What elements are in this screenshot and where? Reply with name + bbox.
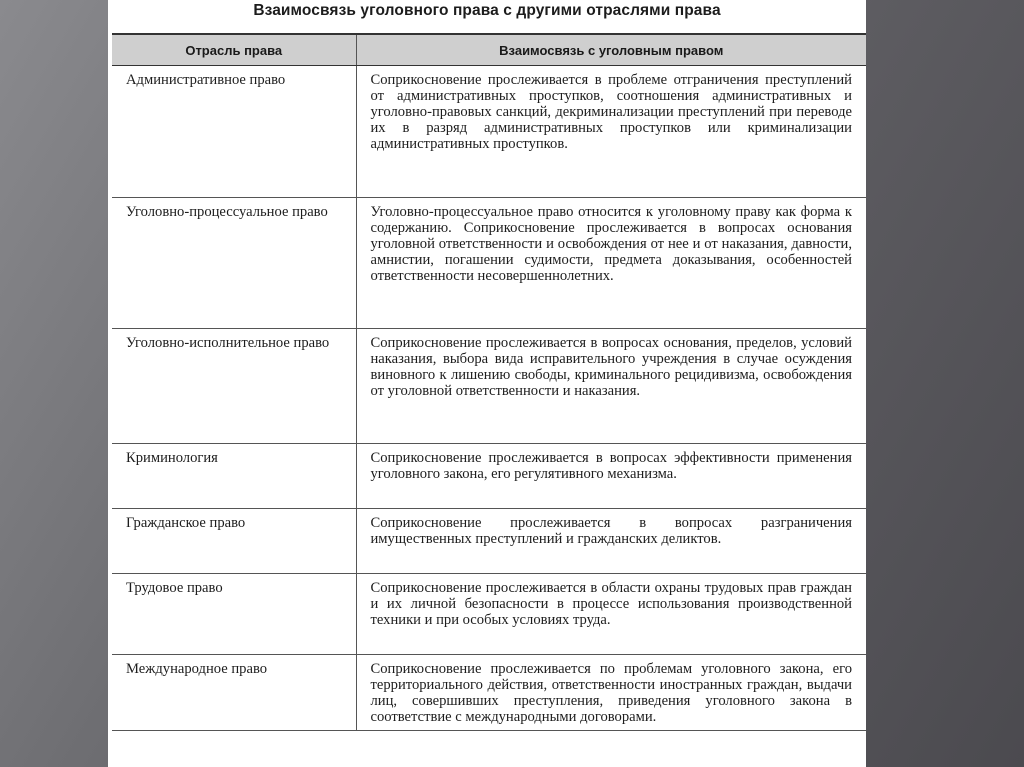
table-header-row <box>112 34 866 66</box>
page-title: Взаимосвязь уголовного права с другими отраслями права <box>253 2 721 19</box>
table-row <box>112 509 866 574</box>
relation-cell: Соприкосновение прослеживается в области охраны трудовых прав граждан и их личной безопасности в процессе использования производственной техники и при особых условиях труда. <box>356 574 866 655</box>
branch-cell: Административное право <box>112 66 356 198</box>
table-row <box>112 574 866 655</box>
column-header-relation: Взаимосвязь с уголовным правом <box>356 34 866 66</box>
branch-cell: Трудовое право <box>112 574 356 655</box>
document-page <box>108 0 866 767</box>
column-header-branch: Отрасль права <box>112 34 356 66</box>
law-relations-table <box>112 33 866 731</box>
relation-cell: Соприкосновение прослеживается в вопросах эффективности применения уголовного закона, его регулятивного механизма. <box>356 444 866 509</box>
branch-cell: Международное право <box>112 655 356 731</box>
relation-cell: Соприкосновение прослеживается в проблеме отграничения преступлений от административных проступков, соотношения административных и уголовно-правовых санкций, декриминализации преступлений при переводе их в разряд административных проступков или криминализации административных проступков. <box>356 66 866 198</box>
branch-cell: Криминология <box>112 444 356 509</box>
branch-cell: Уголовно-процессуальное право <box>112 198 356 329</box>
table-row <box>112 655 866 731</box>
relation-cell: Соприкосновение прослеживается в вопросах основания, пределов, условий наказания, выбора вида исправительного учреждения в случае осуждения виновного к лишению свободы, криминального рецидивизма, освобождения от уголовной ответственности и наказания. <box>356 329 866 444</box>
table-row <box>112 329 866 444</box>
relation-cell: Соприкосновение прослеживается по проблемам уголовного закона, его территориального действия, ответственности иностранных граждан, выдачи лиц, совершивших преступления, приведения уголовного закона в соответствие с международными договорами. <box>356 655 866 731</box>
relation-cell: Соприкосновение прослеживается в вопросах разграничения имущественных преступлений и гражданских деликтов. <box>356 509 866 574</box>
table-row <box>112 66 866 198</box>
branch-cell: Гражданское право <box>112 509 356 574</box>
relation-cell: Уголовно-процессуальное право относится к уголовному праву как форма к содержанию. Соприкосновение прослеживается в вопросах основания уголовной ответственности и освобождения от нее и от наказания, давности, амнистии, погашении судимости, предмета доказывания, особенностей ответственности несовершеннолетних. <box>356 198 866 329</box>
table-row <box>112 444 866 509</box>
table-row <box>112 198 866 329</box>
branch-cell: Уголовно-исполнительное право <box>112 329 356 444</box>
